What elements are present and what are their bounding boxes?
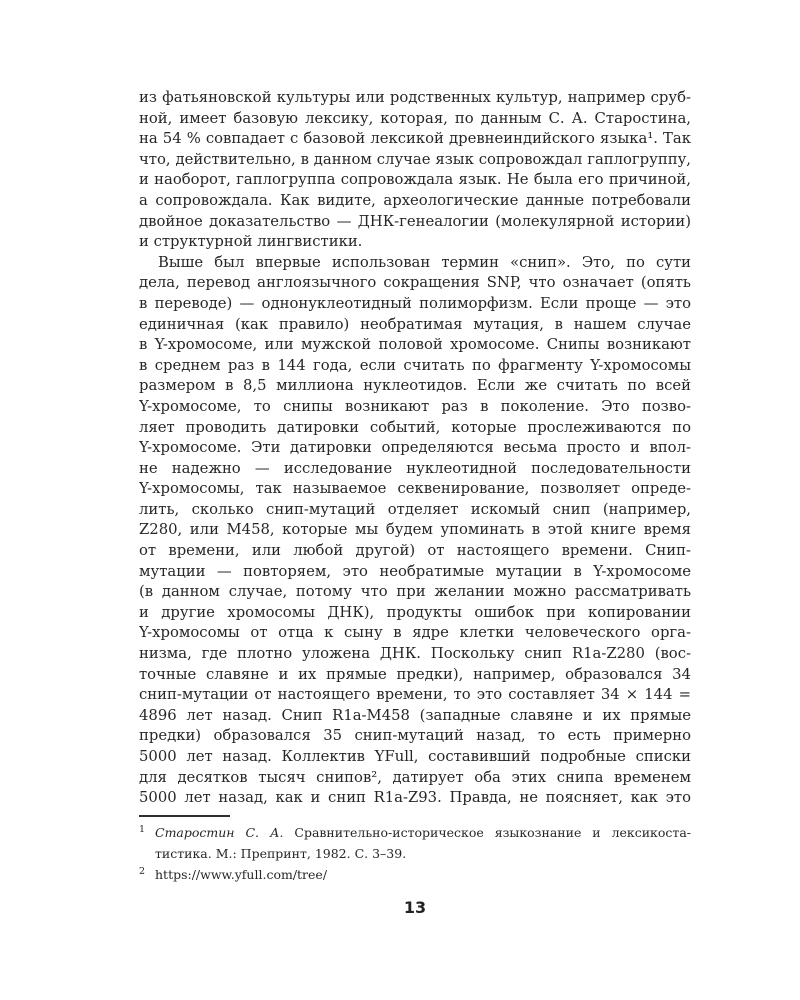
- footnotes: [139, 822, 691, 885]
- body-line: Y-хромосомы от отца к сыну в ядре клетки человеческого орга-: [139, 624, 691, 642]
- body-line: 5000 лет назад, как и снип R1a-Z93. Правда, не поясняет, как это: [139, 789, 691, 807]
- footnote-text: https://www.yfull.com/tree/: [155, 867, 328, 882]
- body-line: дела, перевод англоязычного сокращения SNP, что означает (опять: [139, 274, 691, 292]
- body-text: [139, 88, 691, 809]
- body-line: от времени, или любой другой) от настоящего времени. Снип-: [139, 542, 691, 560]
- body-line: для десятков тысяч снипов², датирует оба этих снипа временем: [139, 768, 691, 786]
- body-line: в среднем раз в 144 года, если считать по фрагменту Y-хромосомы: [139, 356, 691, 374]
- body-line: на 54 % совпадает с базовой лексикой древнеиндийского языка¹. Так: [139, 130, 691, 148]
- body-line: в Y-хромосоме, или мужской половой хромосоме. Снипы возникают: [139, 336, 691, 354]
- body-line: ляет проводить датировки событий, которые прослеживаются по: [139, 418, 691, 436]
- footnote-line: [139, 822, 691, 843]
- footnote-line: [139, 864, 691, 885]
- body-line: предки) образовался 35 снип-мутаций назад, то есть примерно: [139, 727, 691, 745]
- page-number: 13: [403, 898, 427, 917]
- body-line: двойное доказательство — ДНК-генеалогии (молекулярной истории): [139, 212, 691, 230]
- body-line: 5000 лет назад. Коллектив YFull, составивший подробные списки: [139, 748, 691, 765]
- body-line: Y-хромосоме. Эти датировки определяются весьма просто и впол-: [139, 439, 691, 457]
- body-line: снип-мутации от настоящего времени, то это составляет 34 × 144 =: [139, 686, 691, 704]
- footnote-separator-rule: [139, 815, 230, 817]
- body-line: лить, сколько снип-мутаций отделяет искомый снип (например,: [139, 500, 691, 518]
- body-line: низма, где плотно уложена ДНК. Поскольку снип R1a-Z280 (вос-: [139, 645, 691, 663]
- body-line: и другие хромосомы ДНК), продукты ошибок при копировании: [139, 603, 691, 621]
- body-line: размером в 8,5 миллиона нуклеотидов. Если же считать по всей: [139, 377, 691, 395]
- body-line: и структурной лингвистики.: [139, 233, 363, 251]
- body-line: Y-хромосомы, так называемое секвенирование, позволяет опреде-: [139, 480, 691, 498]
- footnote-marker: 1: [139, 824, 146, 835]
- body-line: Z280, или M458, которые мы будем упоминать в этой книге время: [139, 521, 691, 539]
- body-line: 4896 лет назад. Снип R1a-M458 (западные славяне и их прямые: [139, 706, 691, 724]
- body-line: точные славяне и их прямые предки), например, образовался 34: [139, 665, 691, 683]
- body-line: и наоборот, гаплогруппа сопровождала язык. Не была его причиной,: [139, 171, 691, 189]
- body-line: мутации — повторяем, это необратимые мутации в Y-хромосоме: [139, 562, 691, 580]
- footnote-text: Старостин С. А. Сравнительно-историческое языкознание и лексикоста-: [155, 825, 691, 840]
- body-line: не надежно — исследование нуклеотидной последовательности: [139, 459, 691, 477]
- body-line: а сопровождала. Как видите, археологические данные потребовали: [139, 191, 691, 209]
- body-line: из фатьяновской культуры или родственных культур, например сруб-: [139, 89, 691, 106]
- body-line: единичная (как правило) необратимая мутация, в нашем случае: [139, 315, 691, 333]
- body-line: в переводе) — однонуклеотидный полиморфизм. Если проще — это: [139, 294, 691, 312]
- body-line: Y-хромосоме, то снипы возникают раз в поколение. Это позво-: [139, 397, 691, 415]
- body-line: Выше был впервые использован термин «снип». Это, по сути: [158, 253, 691, 271]
- footnote-marker: 2: [139, 866, 146, 877]
- body-line: что, действительно, в данном случае язык сопровождал гаплогруппу,: [139, 150, 691, 168]
- body-line: ной, имеет базовую лексику, которая, по данным С. А. Старостина,: [139, 109, 691, 127]
- footnote-continuation-line: тистика. М.: Препринт, 1982. С. 3–39.: [155, 846, 407, 861]
- body-line: (в данном случае, потому что при желании можно рассматривать: [139, 583, 691, 601]
